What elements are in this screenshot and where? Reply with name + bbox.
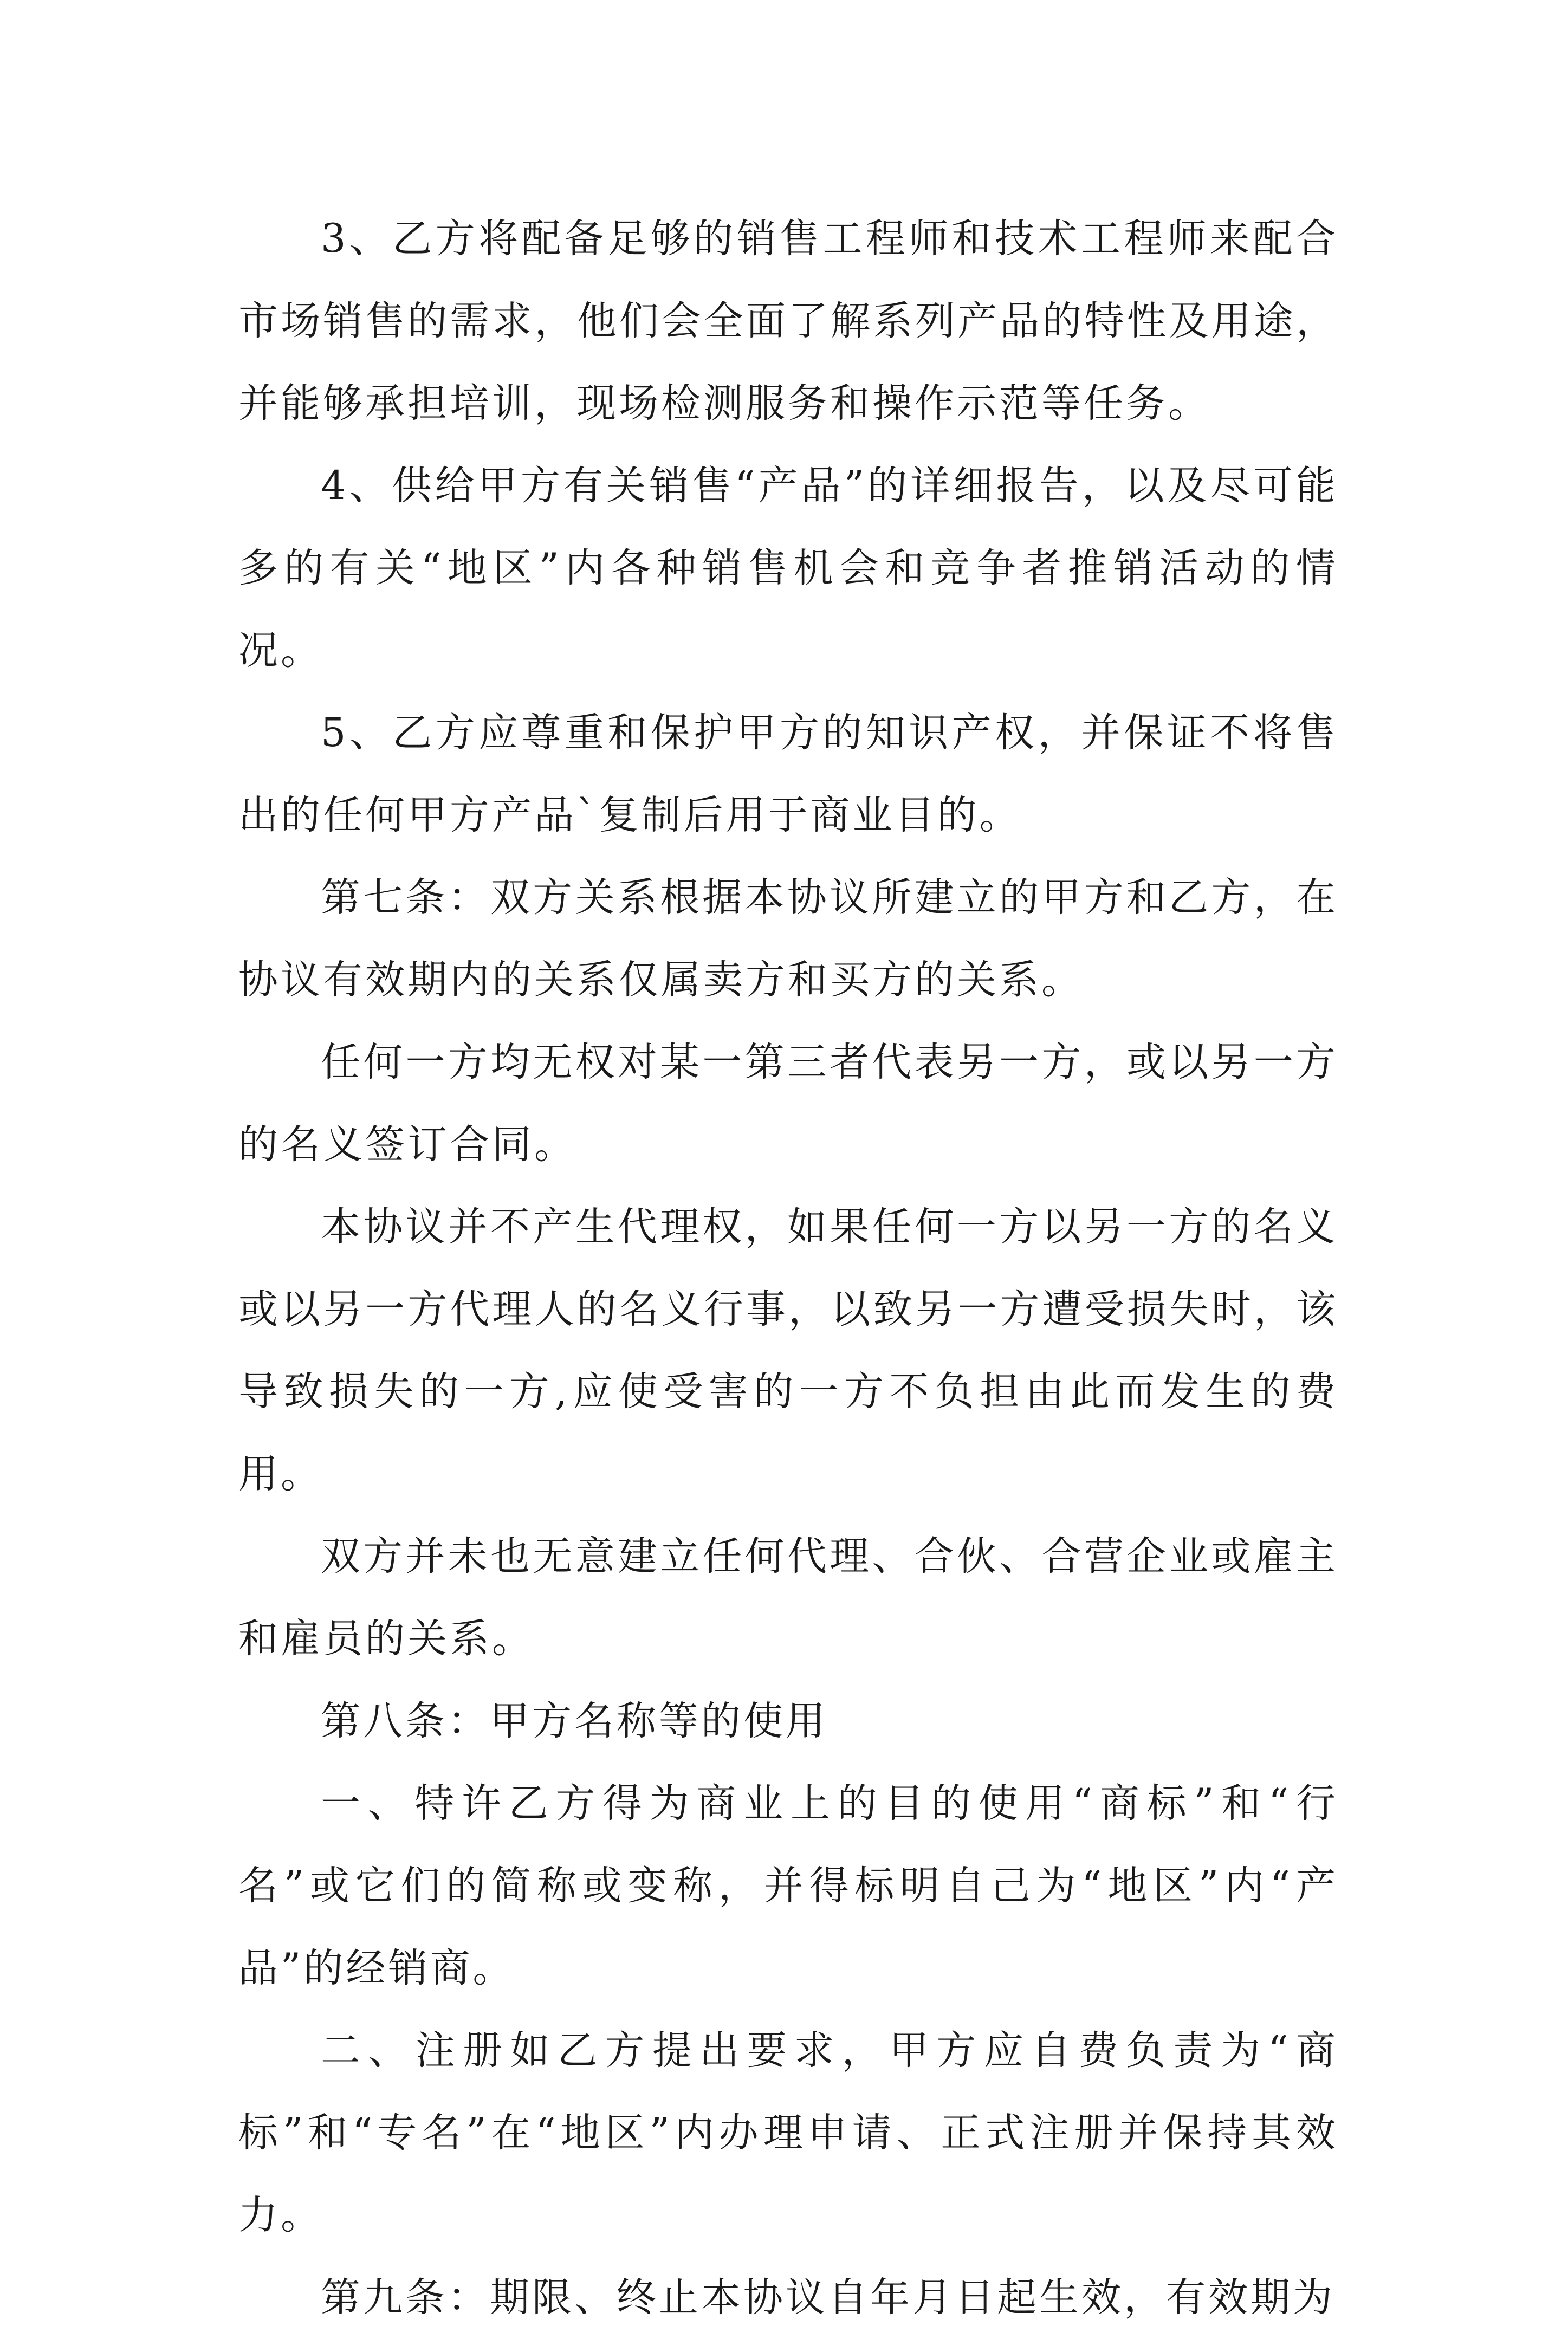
paragraph-trademark-license: 一、特许乙方得为商业上的目的使用“商标”和“行名”或它们的简称或变称，并得标明自己为“地区”内“产品”的经销商。 bbox=[238, 1780, 1338, 1991]
paragraph-no-agency: 本协议并不产生代理权，如果任何一方以另一方的名义或以另一方代理人的名义行事，以致另一方遭受损失时，该导致损失的一方,应使受害的一方不负担由此而发生的费用。 bbox=[238, 1204, 1338, 1497]
paragraph-item-5: 5、乙方应尊重和保护甲方的知识产权，并保证不将售出的任何甲方产品`复制后用于商业目的。 bbox=[238, 710, 1338, 838]
paragraph-item-3: 3、乙方将配备足够的销售工程师和技术工程师来配合市场销售的需求，他们会全面了解系列产品的特性及用途，并能够承担培训，现场检测服务和操作示范等任务。 bbox=[238, 216, 1338, 426]
paragraph-article-7: 第七条：双方关系根据本协议所建立的甲方和乙方，在协议有效期内的关系仅属卖方和买方的关系。 bbox=[238, 874, 1338, 1003]
paragraph-article-9: 第九条：期限、终止本协议自年月日起生效，有效期为 bbox=[321, 2275, 1335, 2321]
paragraph-article-8-heading: 第八条：甲方名称等的使用 bbox=[321, 1698, 828, 1744]
paragraph-item-4: 4、供给甲方有关销售“产品”的详细报告，以及尽可能多的有关“地区”内各种销售机会和竞争者推销活动的情况。 bbox=[238, 463, 1338, 673]
paragraph-trademark-registration: 二、注册如乙方提出要求，甲方应自费负责为“商标”和“专名”在“地区”内办理申请、正式注册并保持其效力。 bbox=[238, 2027, 1338, 2238]
paragraph-no-partnership: 双方并未也无意建立任何代理、合伙、合营企业或雇主和雇员的关系。 bbox=[238, 1533, 1338, 1662]
paragraph-no-authority: 任何一方均无权对某一第三者代表另一方，或以另一方的名义签订合同。 bbox=[238, 1039, 1338, 1168]
document-body bbox=[238, 198, 1338, 2339]
